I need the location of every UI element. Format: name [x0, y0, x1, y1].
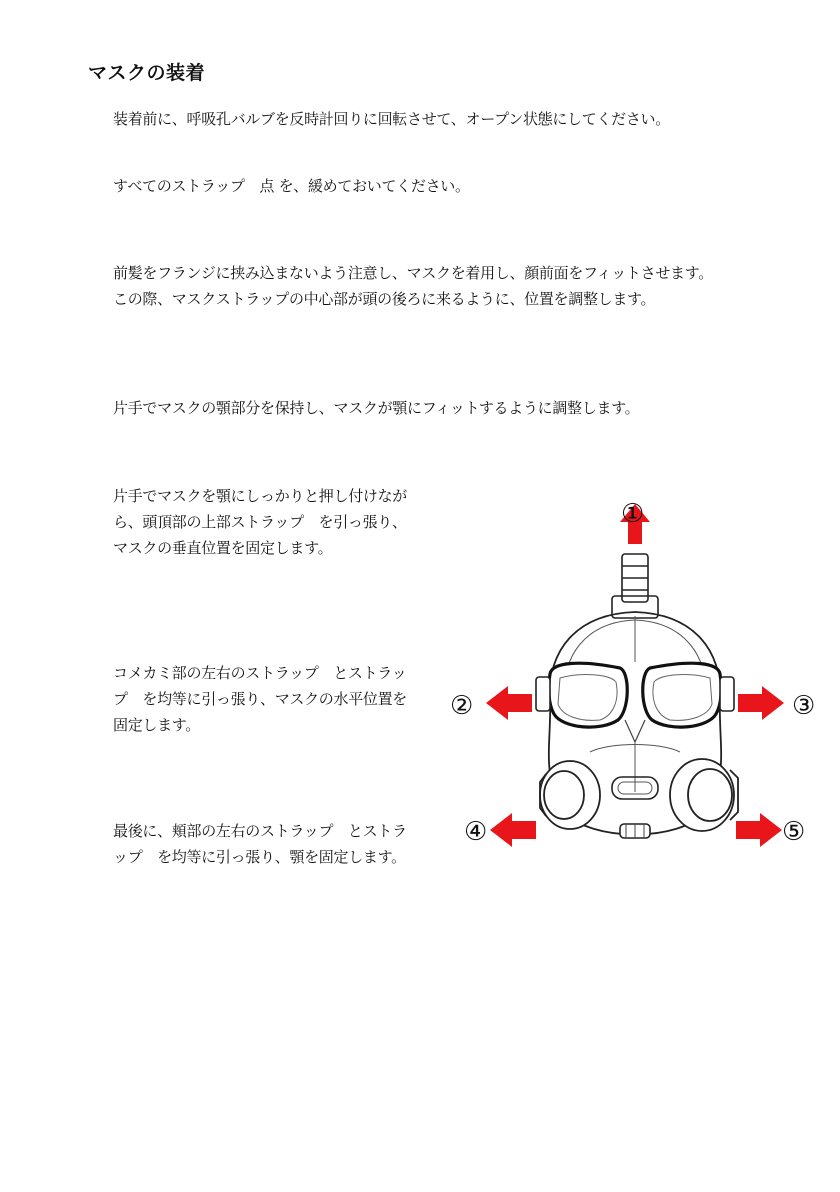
arrow-left-upper: [486, 686, 532, 720]
callout-5: ⑤: [782, 817, 806, 847]
mask-strap-diagram: [440, 492, 830, 872]
arrow-left-lower: [490, 813, 536, 847]
callout-3: ③: [792, 691, 816, 721]
right-cartridge: [670, 759, 738, 831]
pull-arrows: [486, 504, 784, 847]
top-strap: [612, 554, 658, 618]
arrow-right-upper: [738, 686, 784, 720]
instruction-top-strap: 片手でマスクを顎にしっかりと押し付けながら、頭頂部の上部ストラップ を引っ張り、マスクの垂直位置を固定します。: [113, 487, 408, 557]
arrow-right-lower: [736, 813, 782, 847]
callout-1: ①: [621, 499, 645, 529]
instruction-temple-straps: コメカミ部の左右のストラップ とストラップ を均等に引っ張り、マスクの水平位置を固定します。: [113, 664, 408, 734]
page-title: マスクの装着: [88, 62, 206, 84]
callout-2: ②: [450, 691, 474, 721]
callout-4: ④: [464, 817, 488, 847]
left-cartridge: [540, 761, 600, 829]
instruction-loosen-straps: すべてのストラップ 点 を、緩めておいてください。: [113, 177, 470, 195]
instruction-fit-chin: 片手でマスクの顎部分を保持し、マスクが顎にフィットするように調整します。: [113, 399, 640, 417]
instruction-valve-open: 装着前に、呼吸孔バルブを反時計回りに回転させて、オープン状態にしてください。: [113, 110, 670, 128]
instruction-cheek-straps: 最後に、頬部の左右のストラップ とストラップ を均等に引っ張り、顎を固定します。: [113, 822, 407, 866]
instruction-put-on-mask: 前髪をフランジに挟み込まないよう注意し、マスクを着用し、顔前面をフィットさせます。この際、マスクストラップの中心部が頭の後ろに来るように、位置を調整します。: [113, 264, 713, 308]
